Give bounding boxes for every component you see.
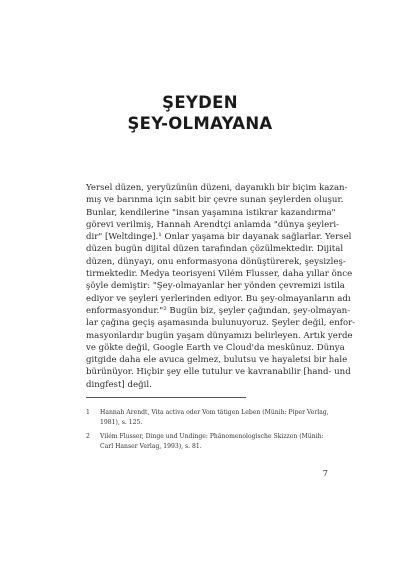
body-line: ve gökte değil, Google Earth ve Cloud'da meskûnuz. Dünya [86, 342, 345, 353]
footnote-line: 1981), s. 125. [100, 418, 143, 426]
footnote-line: Hannah Arendt, Vita activa oder Vom tätigen Leben (Münih: Piper Verlag, [100, 409, 329, 416]
footnotes [86, 408, 328, 456]
body-line: lar çağına geçiş aşamasında bulunuyoruz. Şeyler değil, enfor- [86, 318, 356, 329]
footnote-number: 1 [86, 409, 90, 416]
body-line: gitgide daha ele avuca gelmez, bulutsu ve hayaletsi bir hale [86, 355, 348, 366]
body-line: dingfest] değil. [86, 379, 152, 390]
chapter-title-line-1: ŞEYDEN [162, 93, 238, 112]
page-number: 7 [322, 469, 328, 479]
body-line: düzen, dünyayı, onu enformasyona dönüştürerek, şeysizleş- [86, 256, 346, 267]
body-line: görevi verilmiş, Hannah Arendtçi anlamda "dünya şeyleri- [86, 219, 339, 230]
body-line: düzen bugün dijital düzen tarafından çözülmektedir. Dijital [86, 244, 344, 255]
footnote-line: Vilém Flusser, Dinge und Undinge: Phänomenologische Skizzen (Münih: [100, 433, 324, 441]
body-line: bürünüyor. Hiçbir şey elle tutulur ve kavranabilir [hand- und [86, 367, 351, 378]
body-line: Bunlar, kendilerine "insan yaşamına istikrar kazandırma" [86, 207, 336, 218]
body-line: dir" [Weltdinge].¹ Onlar yaşama bir dayanak sağlarlar. Yersel [86, 232, 352, 243]
footnote-divider [86, 397, 246, 398]
body-line: ediyor ve şeyleri yerlerinden ediyor. Bu şey-olmayanların adı [86, 293, 351, 304]
footnote-item [86, 408, 328, 427]
body-line: mış ve barınma için sabit bir çevre sunan şeylerden oluşur. [86, 195, 344, 206]
body-line: tirmektedir. Medya teorisyeni Vilém Flusser, daha yıllar önce [86, 269, 353, 280]
chapter-title-line-2: ŞEY-OLMAYANA [127, 114, 273, 133]
footnote-line: Carl Hanser Verlag, 1993), s. 81. [100, 442, 202, 450]
body-line: masyonlardır bugün yaşam dünyamızı belirleyen. Artık yerde [86, 330, 353, 341]
footnote-number: 2 [86, 433, 90, 441]
chapter-title [0, 92, 400, 134]
body-paragraph [86, 182, 356, 391]
body-line: Yersel düzen, yeryüzünün düzeni, dayanıklı bir biçim kazan- [86, 183, 348, 193]
body-line: şöyle demiştir: "Şey-olmayanlar her yönden çevremizi istila [86, 281, 345, 292]
footnote-item [86, 432, 328, 451]
body-line: enformasyondur."² Bugün biz, şeyler çağından, şey-olmayan- [86, 305, 351, 316]
